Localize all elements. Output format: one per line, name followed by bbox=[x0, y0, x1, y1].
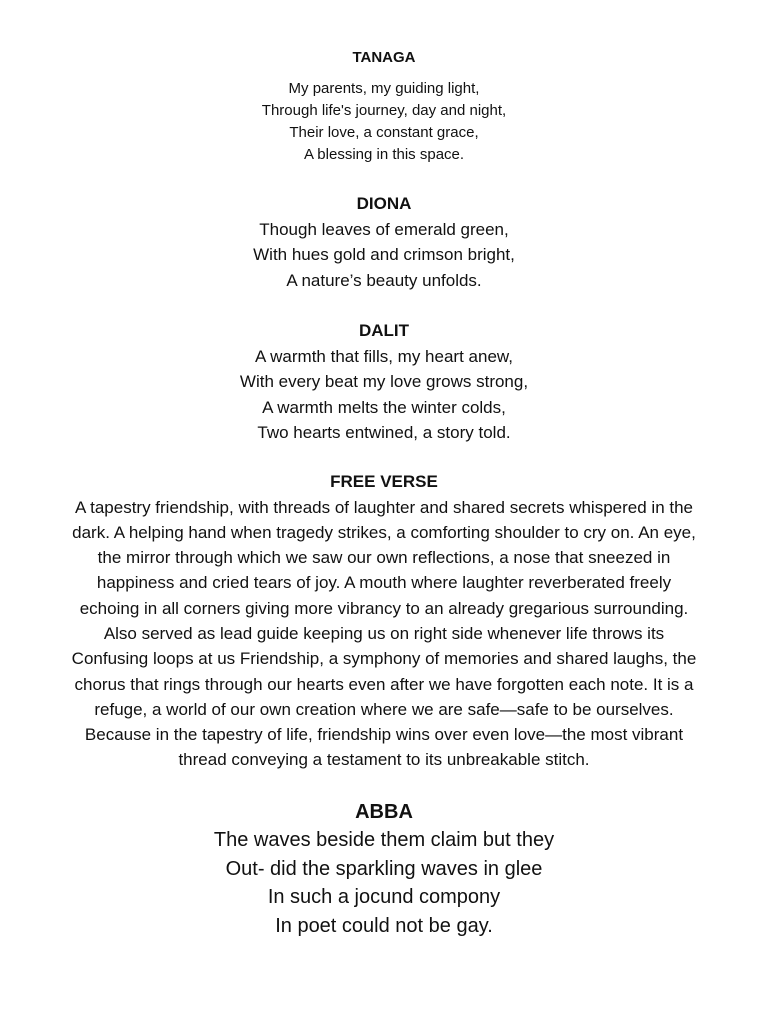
dalit-line: With every beat my love grows strong, bbox=[239, 372, 529, 391]
dalit-line: Two hearts entwined, a story told. bbox=[257, 423, 511, 442]
diona-line: With hues gold and crimson bright, bbox=[253, 245, 515, 264]
free-verse-line: happiness and cried tears of joy. A mouth where laughter reverberated freely bbox=[96, 573, 672, 593]
tanaga-section bbox=[0, 48, 768, 166]
abba-line: Out- did the sparkling waves in glee bbox=[225, 857, 543, 880]
free-verse-line: thread conveying a testament to its unbreakable stitch. bbox=[178, 750, 590, 770]
tanaga-line: A blessing in this space. bbox=[303, 146, 465, 163]
dalit-title: DALIT bbox=[358, 321, 410, 340]
dalit-section bbox=[0, 318, 768, 446]
free-verse-line: Because in the tapestry of life, friendship wins over even love—the most vibrant bbox=[84, 725, 684, 745]
abba-line: In such a jocund compony bbox=[267, 886, 501, 908]
free-verse-line: A tapestry friendship, with threads of laughter and shared secrets whispered in the bbox=[74, 497, 694, 517]
tanaga-line: My parents, my guiding light, bbox=[288, 80, 480, 97]
diona-line: A nature’s beauty unfolds. bbox=[286, 270, 482, 290]
abba-section bbox=[0, 798, 768, 940]
free-verse-line: echoing in all corners giving more vibrancy to an already gregarious surrounding. bbox=[79, 598, 689, 618]
free-verse-title: FREE VERSE bbox=[330, 472, 438, 491]
diona-title: DIONA bbox=[356, 194, 412, 213]
free-verse-section bbox=[0, 469, 768, 773]
tanaga-line: Through life's journey, day and night, bbox=[261, 102, 507, 119]
diona-section bbox=[0, 191, 768, 293]
abba-line: The waves beside them claim but they bbox=[213, 829, 555, 851]
abba-title: ABBA bbox=[355, 801, 413, 823]
free-verse-line: refuge, a world of our own creation where we are safe—safe to be ourselves. bbox=[94, 699, 674, 719]
free-verse-paragraph bbox=[0, 495, 768, 773]
dalit-line: A warmth that fills, my heart anew, bbox=[255, 346, 513, 366]
free-verse-line: dark. A helping hand when tragedy strikes, a comforting shoulder to cry on. An eye, bbox=[72, 522, 696, 542]
abba-line: In poet could not be gay. bbox=[275, 914, 493, 937]
dalit-line: A warmth melts the winter colds, bbox=[262, 397, 506, 417]
tanaga-line: Their love, a constant grace, bbox=[289, 124, 479, 141]
free-verse-line: the mirror through which we saw our own reflections, a nose that sneezed in bbox=[97, 548, 671, 568]
tanaga-title: TANAGA bbox=[352, 49, 416, 66]
free-verse-line: Also served as lead guide keeping us on right side whenever life throws its bbox=[103, 623, 665, 643]
free-verse-line: Confusing loops at us Friendship, a symphony of memories and shared laughs, the bbox=[71, 649, 697, 669]
free-verse-line: chorus that rings through our hearts even after we have forgotten each note. It is a bbox=[74, 674, 694, 694]
diona-line: Though leaves of emerald green, bbox=[259, 219, 509, 239]
